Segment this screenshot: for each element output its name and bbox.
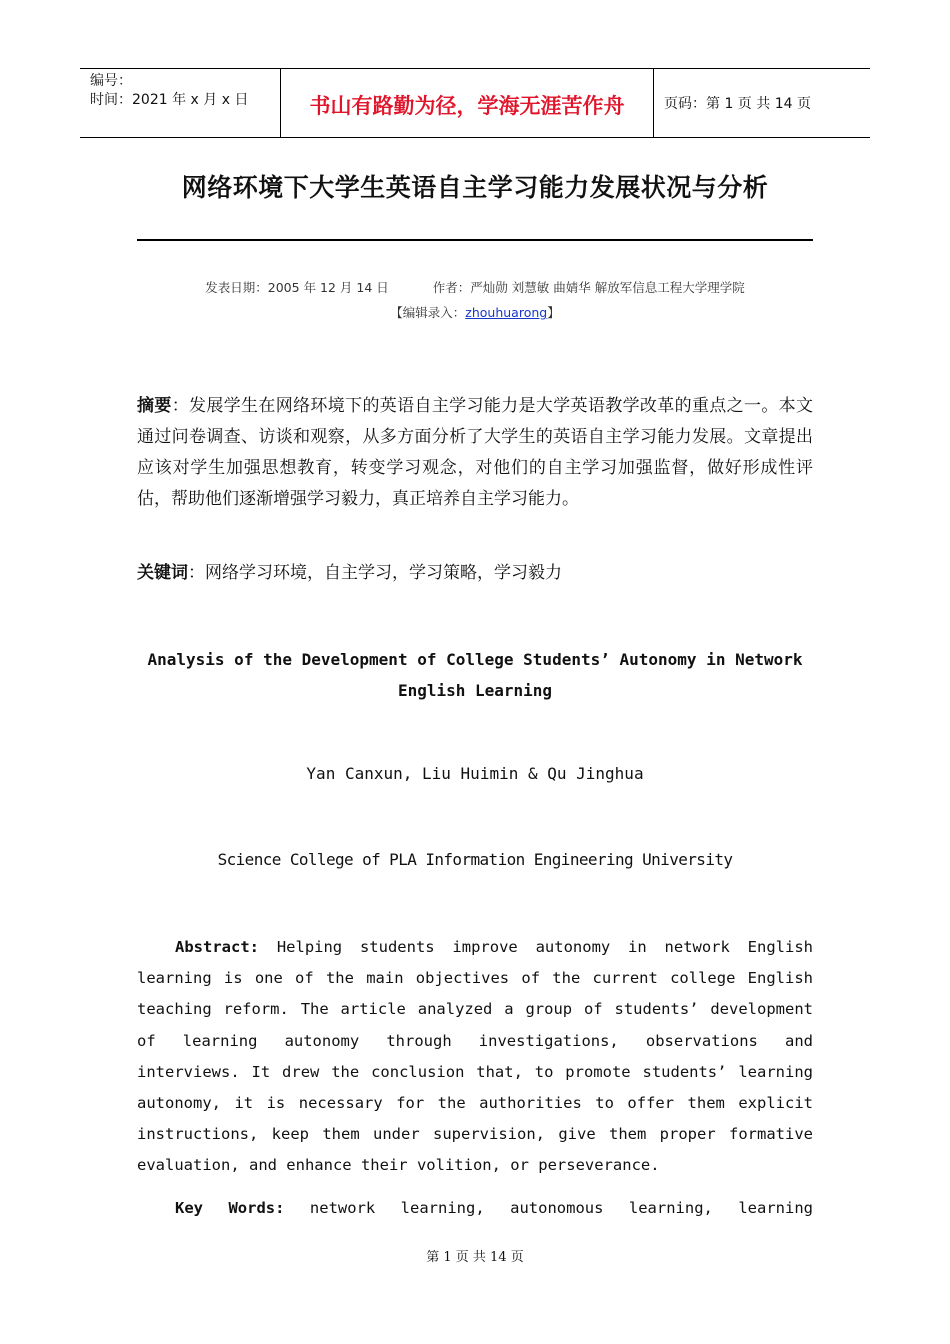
header-info-cell [80, 69, 281, 137]
date-label: 时间：2021 年 x 月 x 日 [90, 92, 249, 108]
page-title: 网络环境下大学生英语自主学习能力发展状况与分析 [181, 173, 769, 202]
editor-meta [0, 303, 950, 321]
keywords-en-label: Key Words: [175, 1199, 285, 1217]
abstract-zh-text: ：发展学生在网络环境下的英语自主学习能力是大学英语教学改革的重点之一。本文通过问卷调查、访谈和观察，从多方面分析了大学生的英语自主学习能力发展。文章提出应该对学生加强思想教育，转变学习观念，对他们的自主学习加强监督，做好形成性评估，帮助他们逐渐增强学习毅力，真正培养自主学习能力。 [137, 396, 814, 509]
editor-prefix: 【编辑录入： [390, 305, 466, 320]
abstract-en [137, 932, 813, 1182]
keywords-en-text: network learning, autonomous learning, learning [284, 1199, 813, 1217]
page-label: 页码：第 1 页 共 14 页 [664, 96, 811, 112]
keywords-en [137, 1193, 813, 1224]
page-footer: 第 1 页 共 14 页 [426, 1250, 524, 1265]
english-title: Analysis of the Development of College Students’ Autonomy in Network English Learning [147, 650, 803, 700]
header-table [80, 68, 870, 138]
abstract-en-text: Helping students improve autonomy in network English learning is one of the main objectives of the current college English teaching reform. The article analyzed a group of students’ development of learning autonomy through investigations, observations and interviews. It drew the conclusion that, to promote students’ learning autonomy, it is necessary for the authorities to offer them explicit instructions, keep them under supervision, give them proper formative evaluation, and enhance their volition, or perseverance. [137, 938, 813, 1175]
title-divider [137, 239, 813, 241]
keywords-zh-label: 关键词 [137, 563, 188, 583]
editor-suffix: 】 [547, 305, 560, 320]
publish-meta [0, 278, 950, 296]
author-line: 作者：严灿勋 刘慧敏 曲婧华 解放军信息工程大学理学院 [432, 280, 745, 295]
abstract-zh-label: 摘要 [137, 396, 172, 416]
keywords-zh [137, 558, 813, 589]
publish-date: 发表日期：2005 年 12 月 14 日 [205, 280, 389, 295]
abstract-zh [137, 391, 813, 515]
keywords-zh-text: ：网络学习环境，自主学习，学习策略，学习毅力 [188, 563, 562, 583]
english-authors: Yan Canxun, Liu Huimin & Qu Jinghua [306, 764, 644, 783]
motto: 书山有路勤为径，学海无涯苦作舟 [281, 69, 654, 137]
number-label: 编号： [90, 73, 132, 89]
editor-link[interactable]: zhouhuarong [465, 305, 548, 320]
english-affiliation: Science College of PLA Information Engineering University [217, 850, 733, 869]
abstract-en-label: Abstract: [175, 938, 259, 956]
